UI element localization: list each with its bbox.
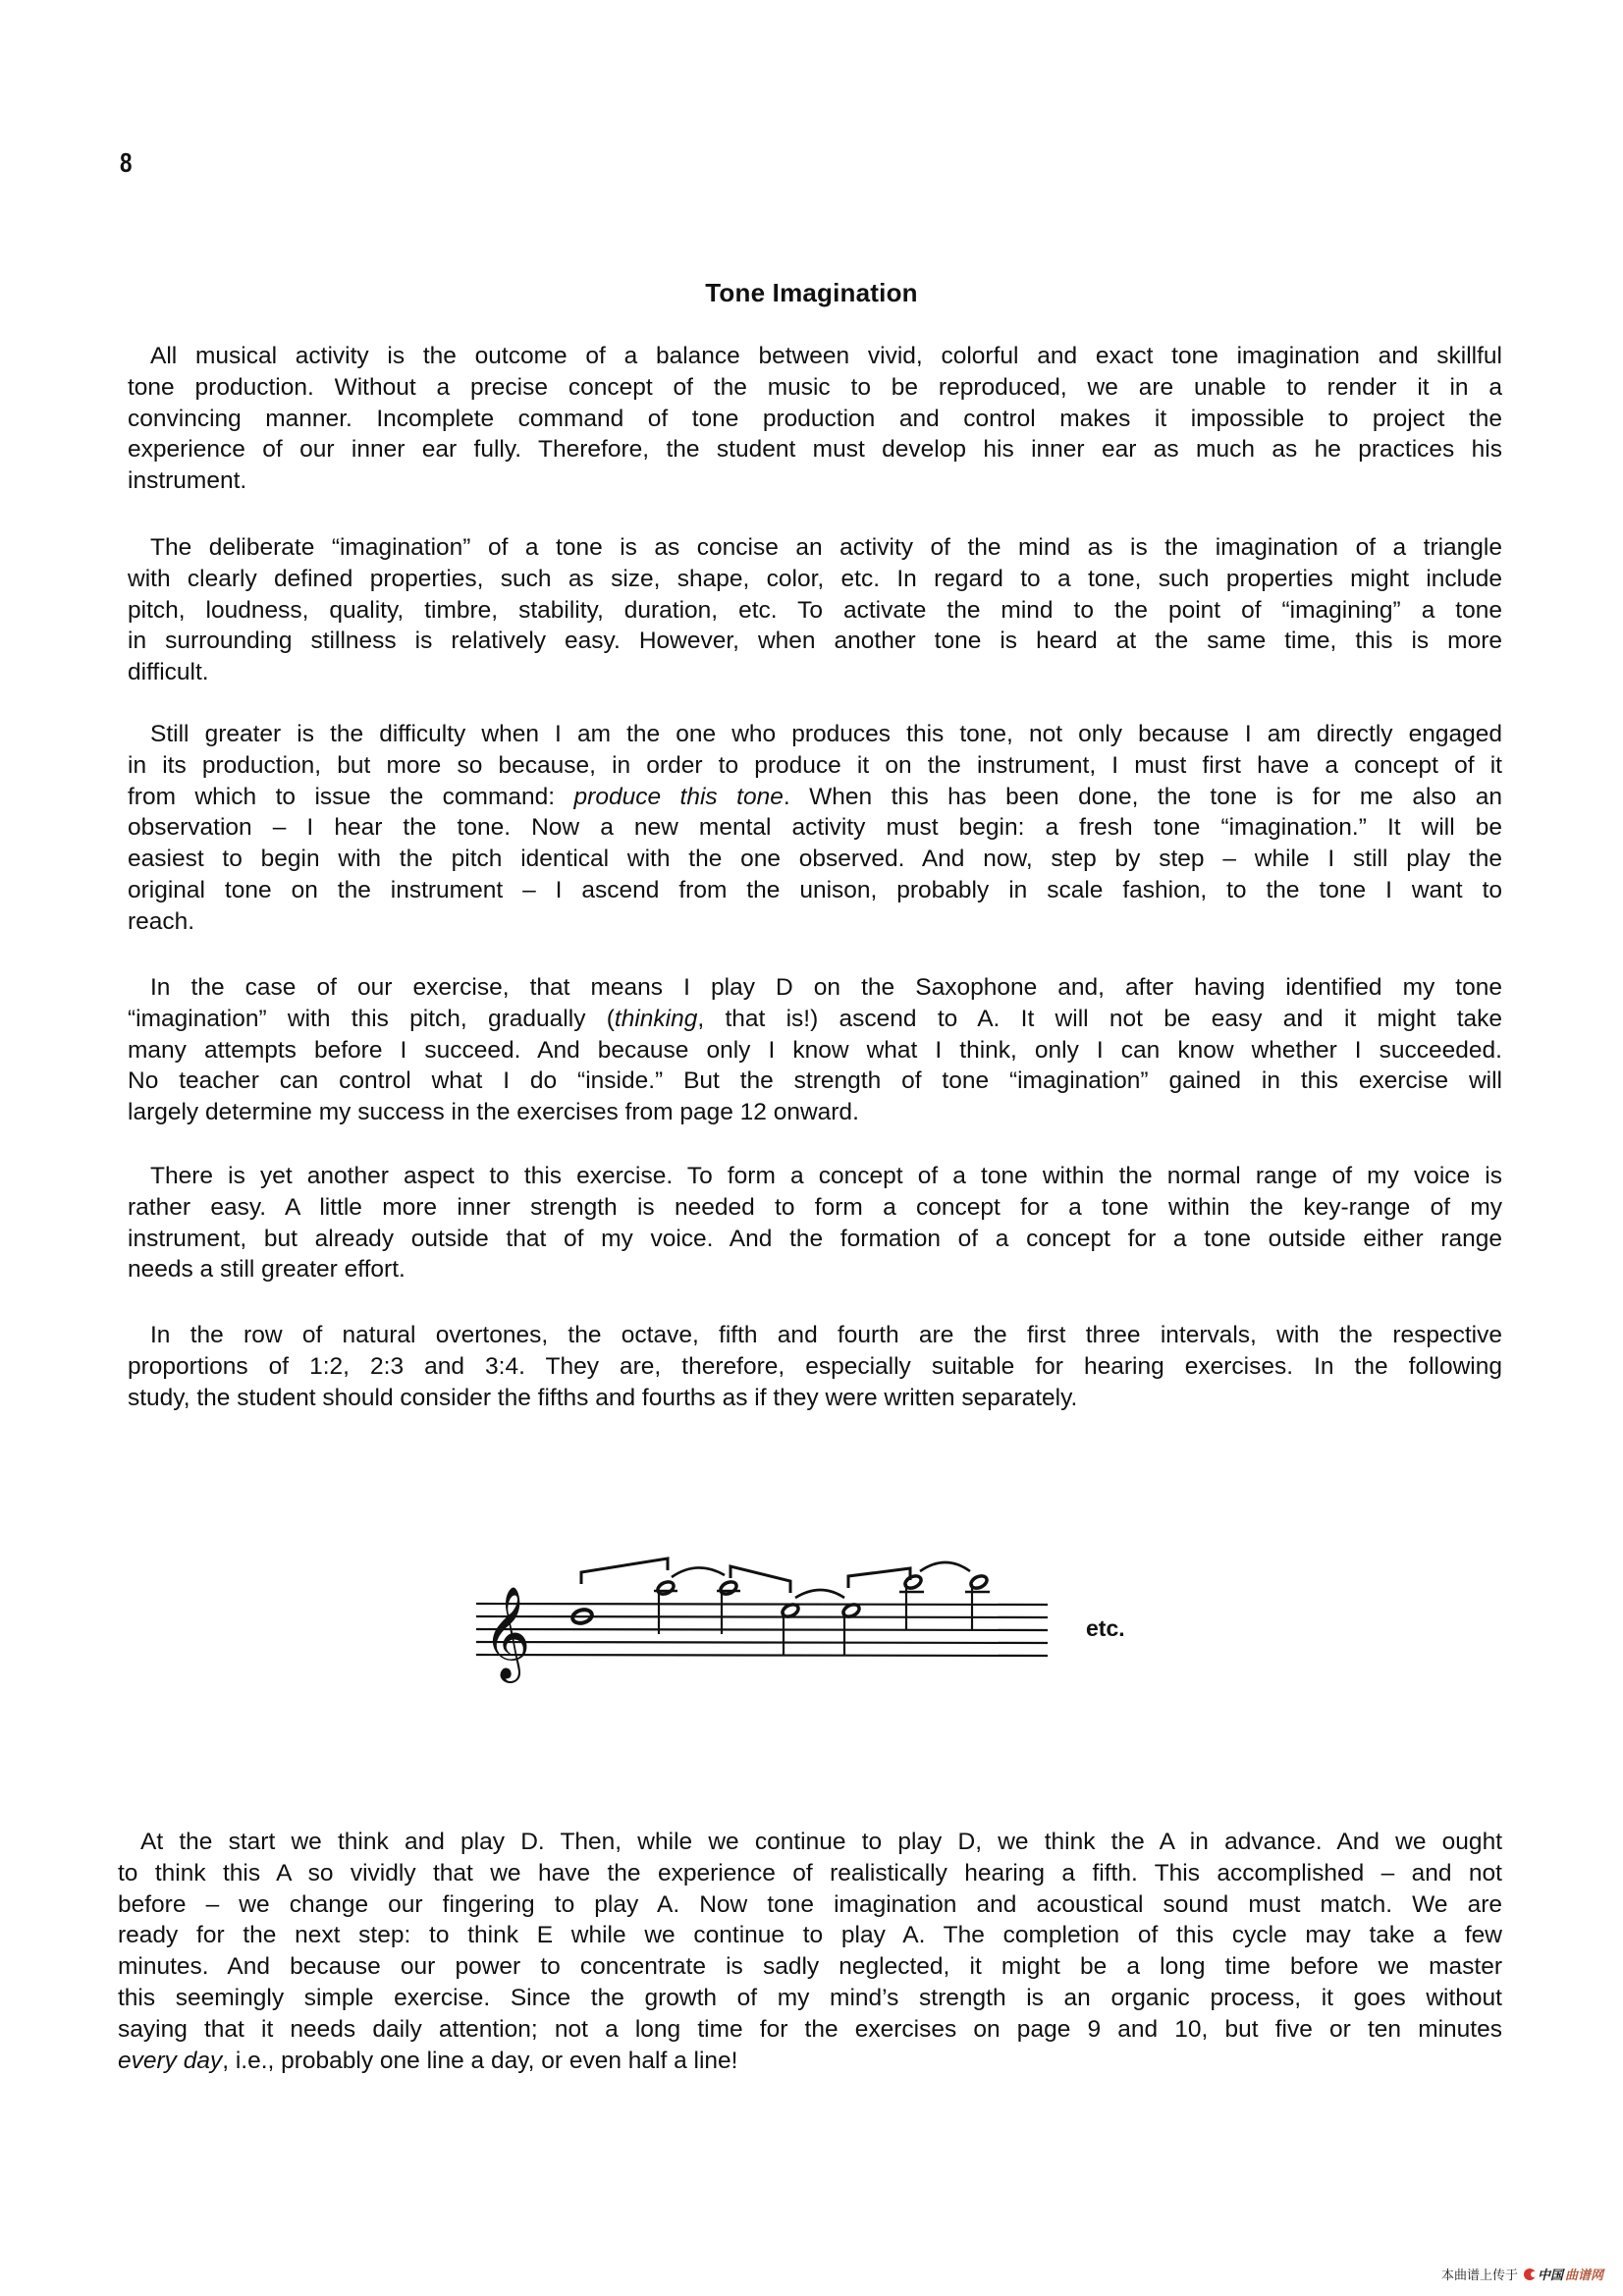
text-line: every day, i.e., probably one line a day, or even half a line! [118,2047,738,2074]
text-line: pitch, loudness, quality, timbre, stability, duration, etc. To activate the mind to the point of “imagining” a tone [128,596,1502,624]
text-line: In the row of natural overtones, the octave, fifth and fourth are the first three intervals, with the respective [150,1322,1502,1348]
text-line: in its production, but more so because, in order to produce it on the instrument, I must first have a concept of it [128,751,1502,779]
paragraph-7 [118,1827,1502,2076]
half-note-b-2 [965,1573,990,1630]
site-logo[interactable] [1524,2265,1603,2283]
text-line: needs a still greater effort. [128,1256,406,1284]
text-line: In the case of our exercise, that means I play D on the Saxophone and, after having identified my tone [150,974,1502,1001]
text-line: study, the student should consider the fifths and fourths as if they were written separately. [128,1384,1078,1411]
continuation-label: etc. [1086,1615,1125,1641]
text-line: many attempts before I succeed. And because only I know what I think, only I can know whether I succeeded. [128,1036,1502,1064]
text-line: Still greater is the difficulty when I am the one who produces this tone, not only because I am directly engaged [150,721,1502,747]
text-line: No teacher can control what I do “inside.” But the strength of tone “imagination” gained in this exercise will [128,1067,1502,1095]
text-line: observation – I hear the tone. Now a new mental activity must begin: a fresh tone “imagination.” It will be [128,814,1502,842]
paragraph-4 [128,972,1502,1128]
text-line: There is yet another aspect to this exercise. To form a concept of a tone within the normal range of my voice is [150,1163,1502,1189]
text-line: from which to issue the command: produce this tone. When this has been done, the tone is for me also an [128,783,1502,810]
text-line: rather easy. A little more inner strength is needed to form a concept for a tone within the key-range of my [128,1193,1502,1221]
text-line: instrument. [128,467,247,495]
text-line: tone production. Without a precise concept of the music to be reproduced, we are unable to render it in a [128,373,1502,401]
paragraph-5 [128,1161,1502,1285]
emphasis-text: thinking [614,1005,698,1032]
text-line: to think this A so vividly that we have the experience of realistically hearing a fifth. This accomplished – and not [118,1859,1502,1886]
text-line: saying that it needs daily attention; not a long time for the exercises on page 9 and 10, but five or ten minutes [118,2015,1502,2043]
emphasis-text: every day [118,2047,223,2074]
page-number: 8 [120,147,133,178]
paragraph-2 [128,532,1502,688]
text-line: with clearly defined properties, such as size, shape, color, etc. In regard to a tone, such properties might include [128,565,1502,592]
emphasis-text: produce this tone [573,783,784,810]
text-line: before – we change our fingering to play A. Now tone imagination and acoustical sound must match. We are [118,1890,1502,1918]
text-line: proportions of 1:2, 2:3 and 3:4. They are, therefore, especially suitable for hearing exercises. In the following [128,1352,1502,1380]
text-line: reach. [128,907,195,935]
text-line: easiest to begin with the pitch identical with the one observed. And now, step by step – while I still play the [128,846,1502,873]
staff-lines [476,1604,1048,1656]
brand-name-part-1: 中国 [1537,2269,1563,2283]
text-line: this seemingly simple exercise. Since the growth of my mind’s strength is an organic process, it goes without [118,1984,1502,2011]
svg-text:𝄞: 𝄞 [483,1586,531,1679]
half-note-b-1 [899,1573,924,1630]
text-line: All musical activity is the outcome of a balance between vivid, colorful and exact tone imagination and skillful [150,343,1502,369]
half-note-a-2 [717,1579,740,1634]
ties [672,1562,970,1598]
text-line: The deliberate “imagination” of a tone is as concise an activity of the mind as is the imagination of a triangle [150,534,1502,561]
text-line: experience of our inner ear fully. Therefore, the student must develop his inner ear as much as he practices his [128,436,1502,464]
watermark-prefix: 本曲谱上传于 [1440,2269,1518,2283]
text-line: largely determine my success in the exercises from page 12 onward. [128,1099,859,1126]
brand-name-part-2: 曲谱网 [1564,2269,1603,2283]
upload-watermark [1441,2265,1603,2283]
paragraph-6 [128,1320,1502,1413]
paragraph-1 [128,341,1502,497]
text-line: “imagination” with this pitch, gradually (thinking, that is!) ascend to A. It will not be easy and it might take [128,1005,1502,1032]
text-line: in surrounding stillness is relatively easy. However, when another tone is heard at the same time, this is more [128,628,1502,655]
text-line: At the start we think and play D. Then, while we continue to play D, we think the A in advance. And we ought [140,1829,1502,1855]
text-line: convincing manner. Incomplete command of tone production and control makes it impossible to project the [128,405,1502,432]
half-note-a-1 [654,1579,677,1634]
music-staff-example [461,1542,1149,1699]
text-line: difficult. [128,659,209,686]
section-title: Tone Imagination [705,278,918,307]
paragraph-3 [128,719,1502,938]
text-line: ready for the next step: to think E while we continue to play A. The completion of this cycle may take a few [118,1922,1502,1949]
logo-icon [1524,2269,1536,2280]
interval-brackets [581,1558,910,1593]
text-line: original tone on the instrument – I ascend from the unison, probably in scale fashion, to the tone I want to [128,876,1502,903]
text-line: minutes. And because our power to concentrate is sadly neglected, it might be a long time before we master [118,1953,1502,1981]
treble-clef-icon [483,1586,530,1683]
text-line: instrument, but already outside that of my voice. And the formation of a concept for a tone outside either range [128,1225,1502,1252]
